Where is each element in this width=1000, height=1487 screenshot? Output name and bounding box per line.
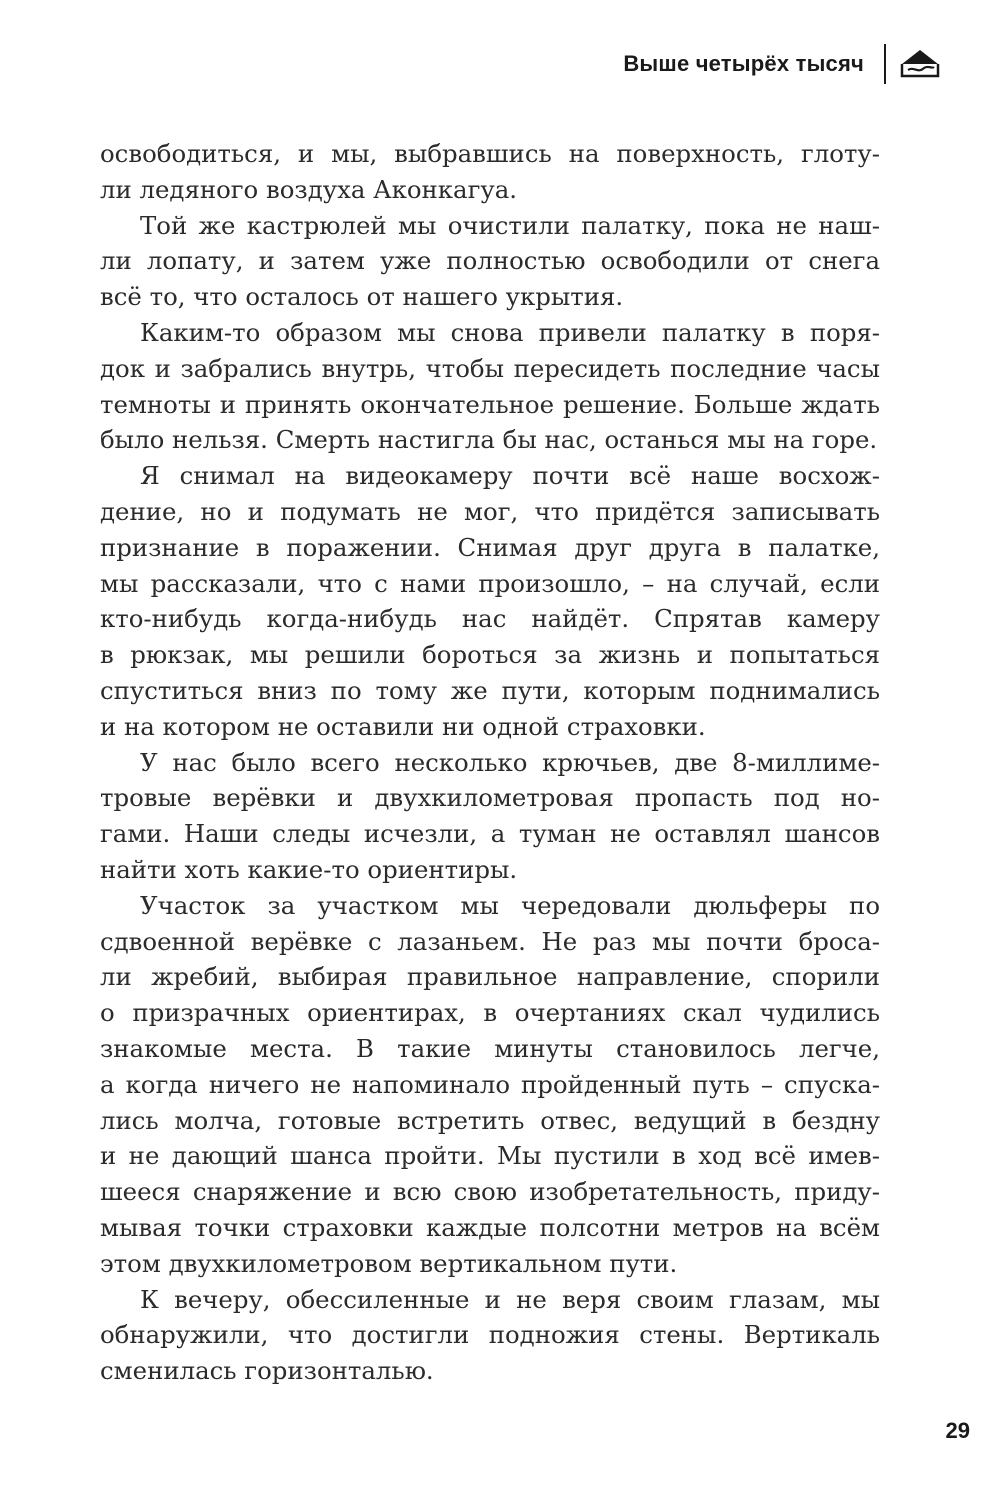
text-line: в рюкзак, мы решили бороться за жизнь и попытаться <box>100 640 880 670</box>
page-number: 29 <box>945 1418 970 1443</box>
text-line: а когда ничего не напоминало пройденный путь – спуска- <box>100 1069 880 1099</box>
text-line: У нас было всего несколько крючьев, две 8-миллиме- <box>140 747 880 777</box>
text-line: дение, но и подумать не мог, что придётся записывать <box>100 496 880 526</box>
text-line: шееся снаряжение и всю свою изобретательность, приду- <box>100 1177 880 1207</box>
text-line: спуститься вниз по тому же пути, которым поднимались <box>100 675 880 705</box>
paragraph <box>100 208 880 315</box>
text-line: было нельзя. Смерть настигла бы нас, останься мы на горе. <box>100 425 878 455</box>
running-header <box>623 44 940 84</box>
text-line: гами. Наши следы исчезли, а туман не оставлял шансов <box>100 819 880 849</box>
text-line: Каким-то образом мы снова привели палатку в поря- <box>140 317 880 347</box>
paragraph <box>100 745 880 888</box>
paragraph <box>100 1282 880 1389</box>
paragraph <box>100 888 880 1282</box>
mountain-icon <box>900 48 940 80</box>
text-line: док и забрались внутрь, чтобы пересидеть последние часы <box>100 353 880 383</box>
text-line: Участок за участком мы чередовали дюльферы по <box>140 890 880 920</box>
text-line: признание в поражении. Снимая друг друга в палатке, <box>100 532 880 562</box>
text-line: и не дающий шанса пройти. Мы пустили в ход всё имев- <box>100 1141 880 1171</box>
text-line: и на котором не оставили ни одной страховки. <box>100 711 706 741</box>
text-line: всё то, что осталось от нашего укрытия. <box>100 282 624 312</box>
text-line: знакомые места. В такие минуты становилось легче, <box>100 1033 880 1063</box>
text-line: К вечеру, обессиленные и не веря своим глазам, мы <box>140 1284 880 1314</box>
text-line: темноты и принять окончательное решение. Больше ждать <box>100 389 880 419</box>
running-title: Выше четырёх тысяч <box>623 51 864 76</box>
text-line: обнаружили, что достигли подножия стены. Вертикаль <box>100 1320 880 1350</box>
text-line: кто-нибудь когда-нибудь нас найдёт. Спрятав камеру <box>100 604 880 634</box>
header-divider <box>884 44 886 84</box>
text-line: ли жребий, выбирая правильное направление, спорили <box>100 962 880 992</box>
text-line: сдвоенной верёвке с лазаньем. Не раз мы почти броса- <box>100 926 880 956</box>
text-line: мывая точки страховки каждые полсотни метров на всём <box>100 1212 880 1242</box>
text-line: этом двухкилометровом вертикальном пути. <box>100 1248 678 1278</box>
text-line: Той же кастрюлей мы очистили палатку, пока не наш- <box>140 210 880 240</box>
text-line: Я снимал на видеокамеру почти всё наше восхож- <box>140 461 880 491</box>
body-text <box>100 136 880 1389</box>
paragraph <box>100 136 880 208</box>
text-line: тровые верёвки и двухкилометровая пропасть под но- <box>100 783 880 813</box>
text-line: о призрачных ориентирах, в очертаниях скал чудились <box>100 998 880 1028</box>
paragraph <box>100 315 880 458</box>
text-line: освободиться, и мы, выбравшись на поверхность, глоту- <box>100 139 880 168</box>
text-line: найти хоть какие-то ориентиры. <box>100 854 518 884</box>
text-line: ли ледяного воздуха Аконкагуа. <box>100 174 517 204</box>
paragraph <box>100 458 880 744</box>
text-line: сменилась горизонталью. <box>100 1356 434 1386</box>
text-line: ли лопату, и затем уже полностью освободили от снега <box>100 246 880 276</box>
text-line: лись молча, готовые встретить отвес, ведущий в бездну <box>100 1105 880 1135</box>
text-line: мы рассказали, что с нами произошло, – на случай, если <box>100 568 880 598</box>
